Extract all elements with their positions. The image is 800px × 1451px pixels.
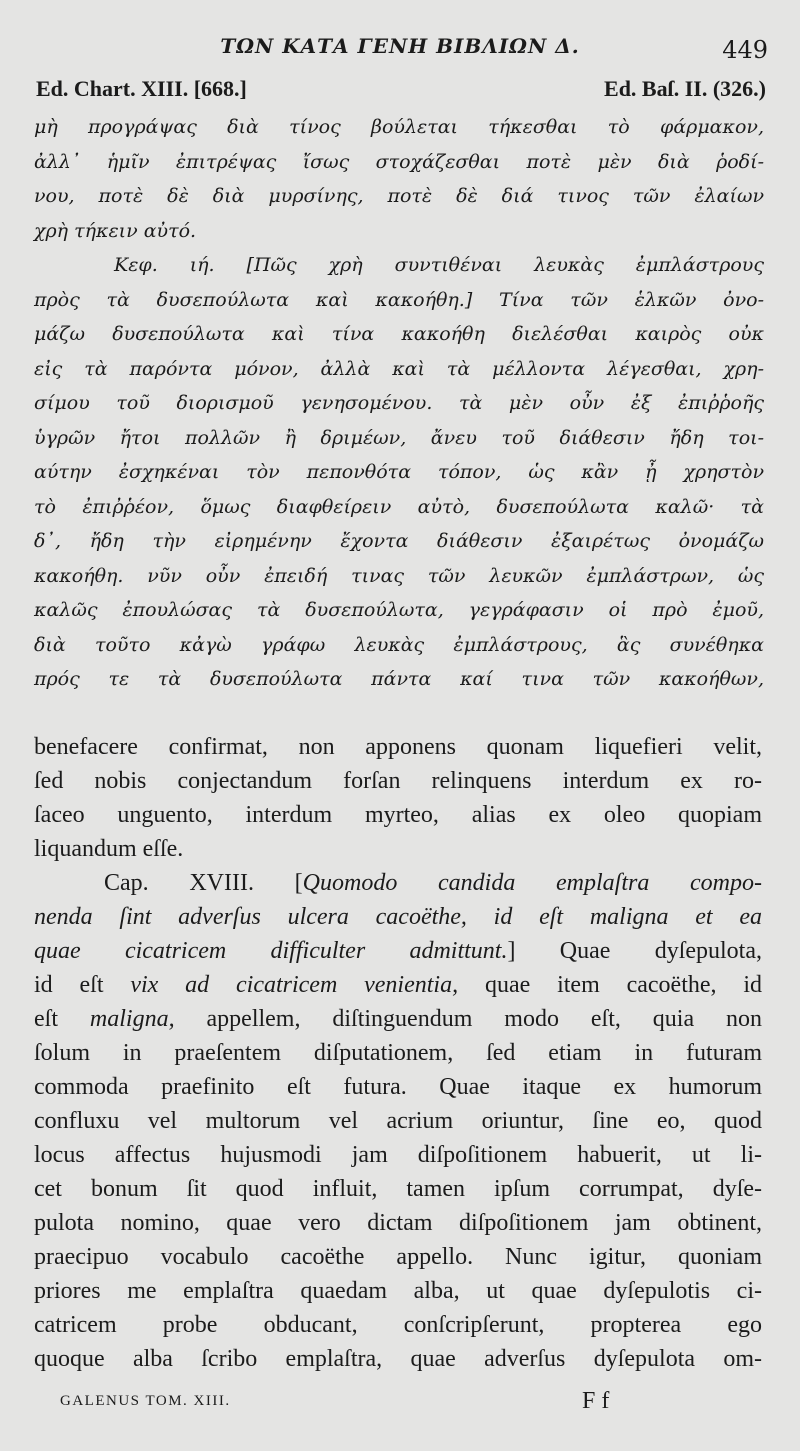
running-head: ΤΩΝ ΚΑΤΑ ΓΕΝΗ ΒΙΒΛΙΩΝ Δ. bbox=[220, 34, 580, 58]
italic-term: maligna, bbox=[89, 1006, 175, 1032]
bracket-close: ] bbox=[507, 938, 516, 964]
latin-line: eſt maligna, appellem, diſtinguendum modo eſt, quia non bbox=[34, 1006, 763, 1032]
latin-line: catricem probe obducant, conſcripſerunt, propterea ego bbox=[34, 1312, 762, 1338]
chapter-title: nenda ſint adverſus ulcera cacoëthe, id eſt maligna et ea bbox=[34, 904, 762, 930]
latin-line: ſolum in praeſentem diſputationem, ſed etiam in futuram bbox=[34, 1040, 762, 1066]
greek-line: ὑγρῶν ἤτοι πολλῶν ἢ δριμέων, ἄνευ τοῦ διάθεσιν ἤδη τοι- bbox=[34, 426, 764, 449]
greek-line: εἰς τὰ παρόντα μόνον, ἀλλὰ καὶ τὰ μέλλοντα λέγεσθαι, χρη- bbox=[34, 357, 764, 380]
greek-line: πρός τε τὰ δυσεπούλωτα πάντα καί τινα τῶν κακοήθων, bbox=[34, 668, 764, 690]
chapter-label: Cap. XVIII. bbox=[104, 870, 254, 896]
signature-mark: F f bbox=[582, 1388, 610, 1414]
greek-line: μὴ προγράψας διὰ τίνος βούλεται τήκεσθαι τὸ φάρμακον, bbox=[34, 116, 764, 138]
chapter-title: quae cicatricem difficulter admittunt. bbox=[34, 938, 508, 964]
latin-chapter-heading-line bbox=[34, 866, 762, 900]
greek-line: μάζω δυσεπούλωτα καὶ τίνα κακοήθη διελέσθαι καιρὸς οὐκ bbox=[34, 323, 764, 345]
latin-line bbox=[34, 900, 762, 934]
latin-line: liquandum eſſe. bbox=[34, 836, 184, 862]
latin-line: ſed nobis conjectandum forſan relinquens interdum ex ro- bbox=[34, 768, 762, 794]
latin-line: pulota nomino, quae vero dictam diſpoſitionem jam obtinent, bbox=[34, 1210, 762, 1236]
latin-line: commoda praefinito eſt futura. Quae itaque ex humorum bbox=[34, 1074, 762, 1100]
greek-line: πρὸς τὰ δυσεπούλωτα καὶ κακοήθη.] Τίνα τῶν ἑλκῶν ὀνο- bbox=[34, 288, 764, 311]
latin-line: confluxu vel multorum vel acrium oriuntur, ſine eo, quod bbox=[34, 1108, 762, 1134]
latin-line: praecipuo vocabulo cacoëthe appello. Nunc igitur, quoniam bbox=[34, 1244, 762, 1270]
latin-text-block bbox=[34, 730, 762, 1376]
latin-line: ſaceo unguento, interdum myrteo, alias ex oleo quopiam bbox=[34, 802, 762, 828]
greek-line: σίμου τοῦ διορισμοῦ γενησομένου. τὰ μὲν οὖν ἐξ ἐπιῤῥοῆς bbox=[34, 392, 764, 414]
footer-collection-mark: GALENUS TOM. XIII. bbox=[60, 1393, 231, 1409]
greek-line: δ᾽, ἤδη τὴν εἰρημένην ἔχοντα διάθεσιν ἐξαιρέτως ὀνομάζω bbox=[34, 530, 764, 552]
latin-line: id eſt vix ad cicatricem venientia, quae item cacoëthe, id bbox=[34, 972, 763, 998]
greek-line: διὰ τοῦτο κἀγὼ γράφω λευκὰς ἐμπλάστρους, ἃς συνέθηκα bbox=[34, 633, 764, 656]
latin-line: benefacere confirmat, non apponens quonam liquefieri velit, bbox=[34, 734, 762, 760]
greek-line: ἀλλ᾽ ἡμῖν ἐπιτρέψας ἴσως στοχάζεσθαι ποτὲ μὲν διὰ ῥοδί- bbox=[34, 150, 764, 173]
greek-chapter-heading-line: Κεφ. ιή. [Πῶς χρὴ συντιθέναι λευκὰς ἐμπλάστρους bbox=[114, 254, 764, 276]
latin-line: priores me emplaſtra quaedam alba, ut quae dyſepulotis ci- bbox=[34, 1278, 762, 1304]
latin-line: quoque alba ſcribo emplaſtra, quae adverſus dyſepulota om- bbox=[34, 1346, 762, 1372]
bracket-open: [ bbox=[294, 870, 303, 896]
latin-line: locus affectus hujusmodi jam diſpoſitionem habuerit, ut li- bbox=[34, 1142, 762, 1168]
latin-line: quae cicatricem difficulter admittunt.] Quae dyſepulota, bbox=[34, 938, 763, 964]
edition-basel: Ed. Baſ. II. (326.) bbox=[604, 76, 766, 101]
greek-line: νου, ποτὲ δὲ διὰ μυρσίνης, ποτὲ δὲ διά τινος τῶν ἐλαίων bbox=[34, 185, 764, 207]
page-number: 449 bbox=[722, 36, 768, 64]
italic-term: vix ad cicatricem venientia, bbox=[130, 972, 459, 998]
greek-line: καλῶς ἐπουλώσας τὰ δυσεπούλωτα, γεγράφασιν οἱ πρὸ ἐμοῦ, bbox=[34, 599, 764, 621]
greek-text-block bbox=[34, 110, 764, 697]
latin-line: cet bonum ſit quod influit, tamen ipſum corrumpat, dyſe- bbox=[34, 1176, 762, 1202]
greek-line: κακοήθη. νῦν οὖν ἐπειδή τινας τῶν λευκῶν ἐμπλάστρων, ὡς bbox=[34, 564, 764, 587]
edition-chartier: Ed. Chart. XIII. [668.] bbox=[36, 76, 247, 101]
greek-line: χρὴ τήκειν αὐτό. bbox=[34, 219, 197, 242]
greek-line: αύτην ἐσχηκέναι τὸν πεπονθότα τόπον, ὡς κἂν ᾖ χρηστὸν bbox=[34, 461, 764, 483]
greek-line: τὸ ἐπιῤῥέον, ὅμως διαφθείρειν αὐτὸ, δυσεπούλωτα καλῶ· τὰ bbox=[34, 495, 764, 518]
chapter-title: Quomodo candida emplaſtra compo- bbox=[302, 870, 762, 896]
